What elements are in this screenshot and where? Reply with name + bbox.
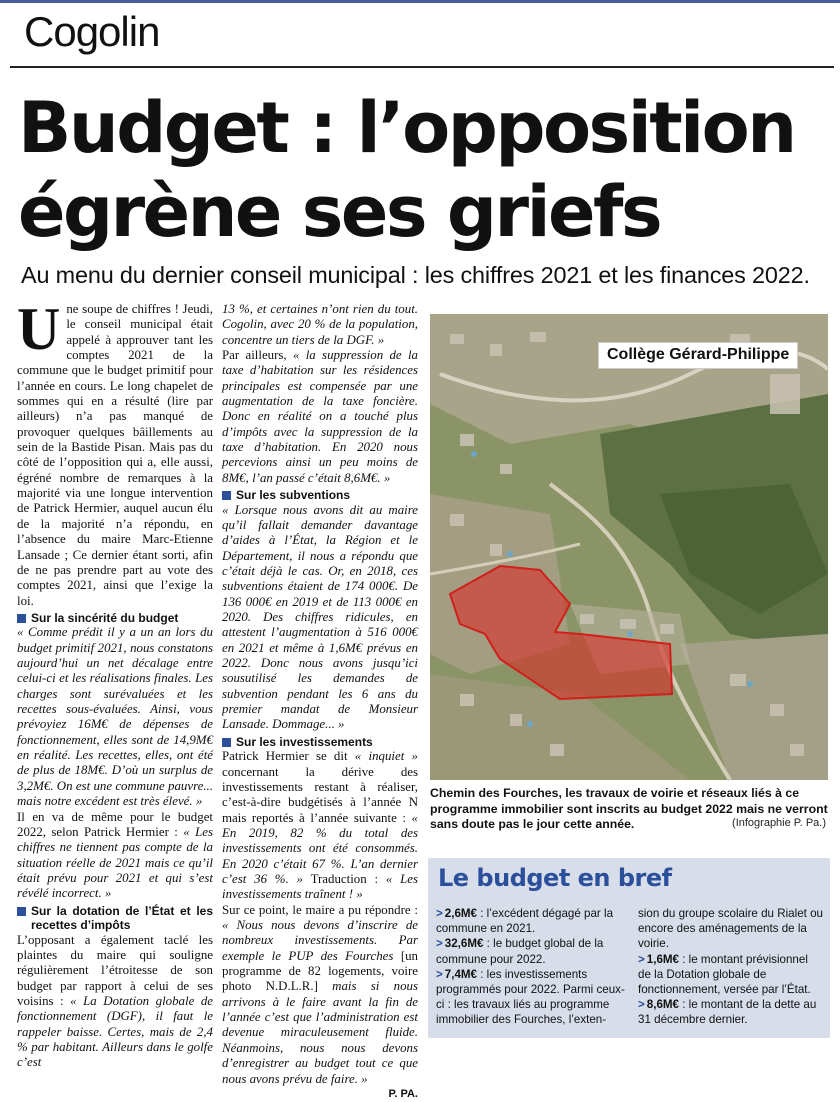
brief-item <box>436 936 628 966</box>
square-bullet-icon <box>17 614 26 623</box>
brief-title: Le budget en bref <box>438 864 672 892</box>
square-bullet-icon <box>222 491 231 500</box>
photo-label: Collège Gérard-Philippe <box>598 342 798 369</box>
square-bullet-icon <box>222 738 231 747</box>
square-bullet-icon <box>17 907 26 916</box>
arrow-icon: > <box>638 952 645 966</box>
standfirst: Au menu du dernier conseil municipal : les chiffres 2021 et les finances 2022. <box>21 262 810 288</box>
text-quote: mais si nous arrivons à le faire avant la fin de l’année c’est que l’administration est devenue miraculeusement fluide. Néanmoins, nous nous devons d’enregistrer au budget tout ce que nous avons prévu de faire. » <box>222 979 418 1086</box>
text-quote: « inquiet » <box>354 749 418 764</box>
brief-text: : le budget global de la commune pour 2022. <box>436 937 604 966</box>
quote-paragraph: « Comme prédit il y a un an lors du budget primitif 2021, nous constatons aujourd’hui un net décalage entre celui-ci et les réalisations finales. Les charges sont surévaluées et les recettes sous-évaluées. Ainsi, vous prévoyiez 16M€ de dépenses de fonctionnement, elles sont de 14,9M€ en réalité. Les recettes, elles, ont été de plus de 18M€. D’où un surplus de 3,2M€. On est une commune pauvre... mais notre excédent est très élevé. » <box>17 625 213 809</box>
aerial-photo <box>430 314 828 780</box>
subhead-subventions <box>222 488 418 503</box>
quote-paragraph: 13 %, et certaines n’ont rien du tout. Cogolin, avec 20 % de la population, concentre un tiers de la DGF. » <box>222 302 418 347</box>
brief-amount: 32,6M€ <box>444 937 484 951</box>
budget-brief-box <box>428 858 830 1038</box>
drop-cap: U <box>17 296 61 362</box>
headline <box>18 86 838 254</box>
text-roman: Traduction : <box>310 872 379 887</box>
section-rule <box>10 66 834 68</box>
top-rule <box>0 0 840 3</box>
arrow-icon: > <box>436 907 443 920</box>
text-roman: Il en va de même pour le budget 2022, selon Patrick Hermier : <box>17 809 213 839</box>
arrow-icon: > <box>436 937 443 951</box>
text-quote: « En 2019, 82 % du total des investissements ont été consommés. En 2020 c’était 67 %. L’an dernier c’est 36 %. » <box>222 810 418 887</box>
brief-amount: 8,6M€ <box>646 998 680 1012</box>
text-quote: « Les investissements traînent ! » <box>222 872 418 902</box>
photo-credit: (Infographie P. Pa.) <box>732 817 826 829</box>
arrow-icon: > <box>436 967 443 981</box>
quote-paragraph: « Lorsque nous avons dit au maire qu’il fallait demander davantage d’aides à l’État, la Région et le Département, il nous a répondu que c’était déjà le cas. Or, en 2018, ces subventions étaient de 174 000€. De 136 000€ en 2019 et de 113 000€ en 2020. Des chiffres ridicules, en attestent l’augmentation à 516 000€ en 2021 et même à 1,6M€ prévus en 2022. Donc nous avons jusqu’ici sousutilisé les demandes de subvention pendant les 6 ans du premier mandat de Monsieur Lansade. Dommage... » <box>222 502 418 732</box>
brief-item <box>436 967 628 1028</box>
text-quote: « la suppression de la taxe d’habitation sur les résidences principales est compensée par une augmentation de la taxe foncière. Donc en réalité on a touché plus d’impôts avec la suppression de la taxe d’habitation. En 2020 nous percevions ainsi un peu moins de 8M€, l’an passé c’était 8,6M€. » <box>222 348 418 485</box>
author-signature: P. PA. <box>388 1087 418 1100</box>
text-roman: [un programme de 82 logements, voire photo N.D.L.R.] <box>222 948 418 994</box>
brief-text: : le montant de la dette au 31 décembre dernier. <box>638 998 817 1027</box>
paragraph <box>222 749 418 902</box>
brief-text: : les investissements programmés pour 2022. Parmi ceux-ci : les travaux liés au programme immobilier des Fourches, l’exten- <box>436 967 625 1027</box>
subhead-label: Sur les investissements <box>236 734 373 749</box>
headline-line-2: égrène ses griefs <box>18 171 661 253</box>
subhead-label: Sur la sincérité du budget <box>31 610 179 625</box>
arrow-icon: > <box>638 998 645 1012</box>
brief-amount: 2,6M€ <box>444 907 478 920</box>
brief-text: : le montant prévisionnel de la Dotation globale de fonctionnement, versée par l’État. <box>638 952 811 997</box>
photo-caption: Chemin des Fourches, les travaux de voirie et réseaux liés à ce programme immobilier sont inscrits au budget 2022 mais ne verront sans doute pas le jour cette année. <box>430 786 828 831</box>
brief-item <box>638 997 824 1027</box>
paragraph <box>17 933 213 1071</box>
brief-column-2 <box>638 906 824 1028</box>
intro-paragraph <box>17 296 213 609</box>
aerial-map-image <box>430 314 828 780</box>
article-column-2 <box>222 302 418 1102</box>
subhead-sincerite <box>17 611 213 626</box>
text-roman: Patrick Hermier se dit <box>222 749 348 764</box>
section-title: Cogolin <box>24 8 160 55</box>
subhead-label: Sur la dotation de l’État et les recettes d’impôts <box>31 903 213 933</box>
text-roman: Sur ce point, le maire a pu répondre : <box>222 902 418 917</box>
text-roman: concernant la dérive des investissements restant à réaliser, c’est-à-dire budgétisés à l’année N mais reportés à l’année suivante : <box>222 764 418 825</box>
brief-amount: 1,6M€ <box>646 952 680 966</box>
brief-amount: 7,4M€ <box>444 967 478 981</box>
brief-item <box>436 906 628 936</box>
text-roman: L’opposant a également taclé les plaintes du maire qui souligne régulièrement l’étroitesse de son budget par rapport à celui de ses voisins : <box>17 932 213 1008</box>
text-quote: « La Dotation globale de fonctionnement (DGF), il faut le rappeler baisse. Certes, mais de 2,4 % par habitant. Ailleurs dans le golfe c’est <box>17 993 213 1070</box>
subhead-label: Sur les subventions <box>236 488 351 503</box>
article-column-1 <box>17 296 213 1071</box>
subhead-dotation <box>17 904 213 933</box>
paragraph <box>222 348 418 486</box>
headline-line-1: Budget : l’opposition <box>18 87 795 169</box>
brief-text: : l’excédent dégagé par la commune en 2021. <box>436 907 614 936</box>
subhead-investissements <box>222 735 418 750</box>
brief-item <box>638 952 824 998</box>
intro-text: ne soupe de chiffres ! Jeudi, le conseil municipal était appelé à approuver tant les comptes 2021 de la commune que le budget primitif pour l’année en cours. Le long chapelet de sommes qui en a résulté (lire par ailleurs) n’a pas manqué de provoquer quelques bâillements au sein de la Bastide Pisan. Mais pas du côté de l’opposition qui a, elle aussi, égréné nombre de remarques à la majorité via une longue intervention de Patrick Hermier, auquel aucun élu de la majorité n’a répondu, en l’absence du maire Marc-Etienne Lansade ; Ce dernier étant sorti, afin de ne pas prendre part au vote des comptes 2021, ainsi que l’exige la loi. <box>17 302 213 608</box>
brief-item-continued: sion du groupe scolaire du Rialet ou encore des aménagements de la voirie. <box>638 907 823 951</box>
paragraph <box>17 810 213 902</box>
paragraph <box>222 903 418 1087</box>
text-quote: « Les chiffres ne tiennent pas compte de la situation réelle de 2021 mais ce qu’il était prévu pour 2021 et qui s’est révélé incorrect. » <box>17 824 213 901</box>
text-roman: Par ailleurs, <box>222 348 287 363</box>
brief-column-1 <box>436 906 628 1028</box>
text-quote: « Nous nous devons d’inscrire de nombreux investissements. Par exemple le PUP des Fourches <box>222 918 418 963</box>
